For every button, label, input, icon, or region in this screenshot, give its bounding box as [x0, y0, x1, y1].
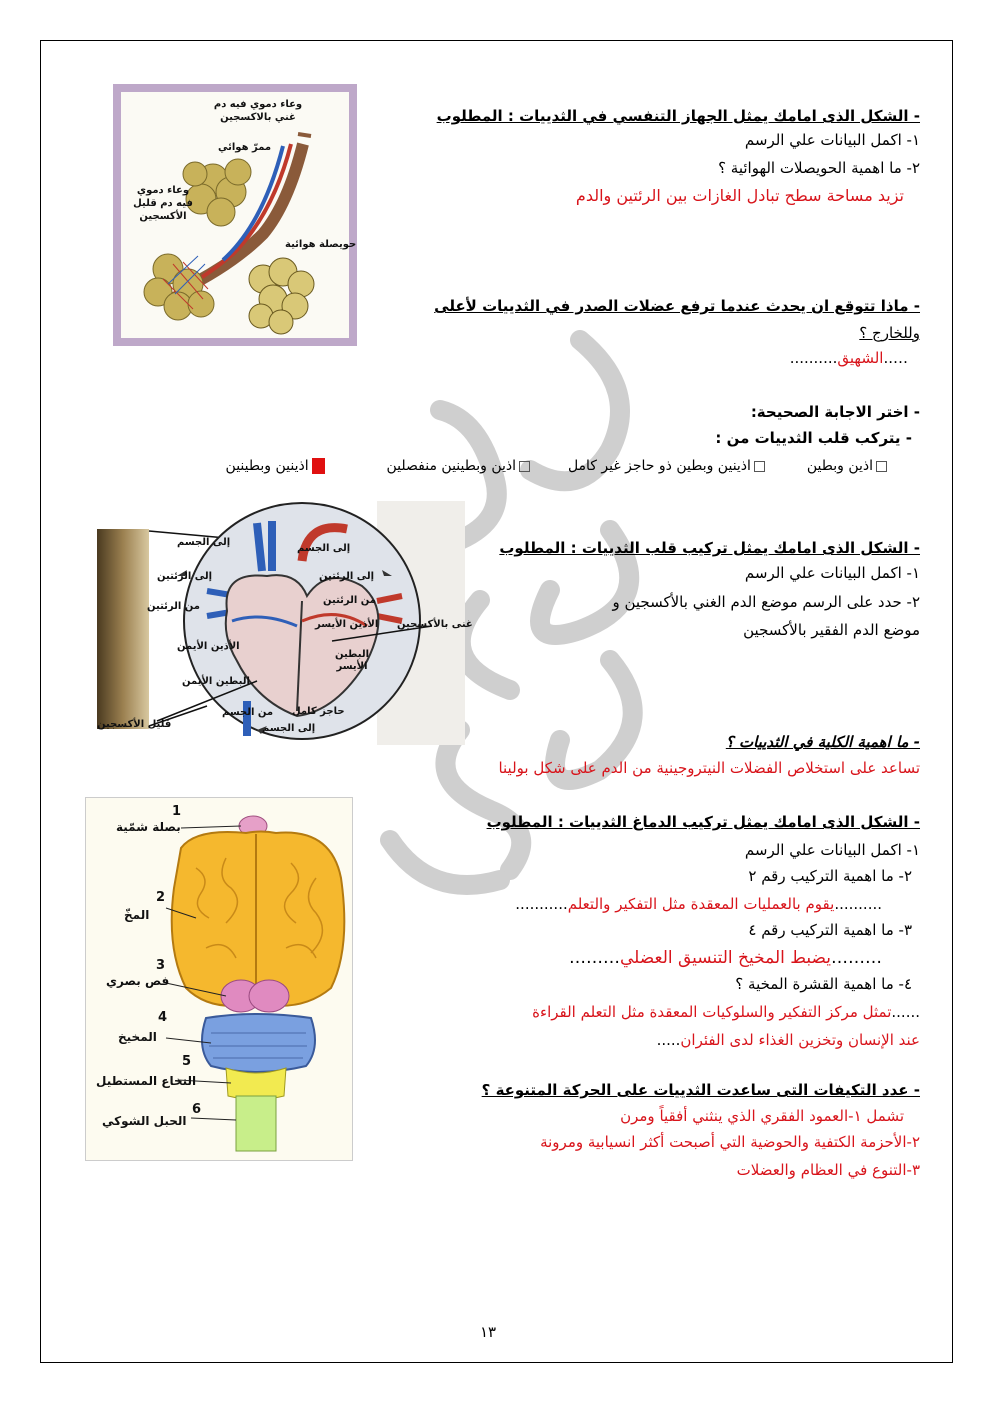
brain-label-spinal-cord: الحبل الشوكي: [102, 1114, 187, 1128]
brain-number-4: 4: [158, 1010, 168, 1025]
q6-answer3-dots-after: ………: [568, 948, 620, 968]
q6-answer3: يضبط المخيخ التنسيق العضلي: [619, 948, 831, 968]
q6-item1: ١- اكمل البيانات علي الرسم: [744, 841, 920, 859]
q3-title: - اختر الاجابة الصحيحة:: [750, 403, 920, 421]
q1-item2: ٢- ما اهمية الحويصلات الهوائية ؟: [718, 159, 920, 177]
brain-number-2: 2: [156, 890, 166, 905]
q4-item2-line2: موضع الدم الفقير بالأكسجين: [743, 621, 920, 639]
heart-label-rich-oxygen: غنى بالأكسجين: [397, 619, 473, 630]
q1-answer: تزيد مساحة سطح تبادل الغازات بين الرئتين والدم: [575, 186, 904, 205]
q6-answer4-line1-text: تمثل مركز التفكير والسلوكيات المعقدة مثل التعلم القراءة: [532, 1003, 892, 1021]
q6-answer4-line2-text: عند الإنسان وتخزين الغذاء لدى الفئران: [680, 1031, 920, 1049]
q5-answer: تساعد على استخلاص الفضلات النيتروجينية من الدم على شكل بولينا: [498, 759, 920, 777]
q3-option-3[interactable]: اذين وبطينين منفصلين: [387, 458, 534, 474]
brain-number-3: 3: [156, 958, 166, 973]
q4-title: - الشكل الذى امامك يمثل تركيب قلب الثدييات : المطلوب: [499, 539, 920, 557]
brain-figure: [85, 797, 353, 1161]
brain-label-cerebrum: المخّ: [124, 908, 150, 922]
q2-dots-before: …..: [883, 349, 908, 367]
label-airway: ممرّ هوائي: [218, 142, 272, 153]
heart-label-from-lungs-right: من الرئتين: [323, 595, 376, 606]
q6-answer2-line: [515, 894, 882, 914]
q7-question: - عدد التكيفات التى ساعدت الثدييات على الحركة المتنوعة ؟: [481, 1081, 920, 1099]
brain-label-cerebellum: المخيخ: [118, 1030, 157, 1044]
label-vessel-oxygen: وعاء دموي فيه دم غني بالاكسجين: [213, 99, 303, 123]
heart-label-to-lungs-right: إلى الرئتين: [319, 571, 375, 582]
heart-label-to-body-top2: إلى الجسم: [297, 543, 351, 554]
brain-label-optic-lobe: فص بصري: [106, 974, 170, 988]
q6-item3: ٣- ما اهمية التركيب رقم ٤: [748, 921, 912, 939]
brain-number-6: 6: [192, 1102, 202, 1117]
checkbox-selected-icon[interactable]: [312, 458, 325, 474]
brain-label-olfactory-bulb: بصلة شمّية: [116, 820, 181, 834]
q3-option-2[interactable]: اذينين وبطين ذو حاجز غير كامل: [568, 458, 768, 474]
heart-figure: [97, 501, 473, 745]
q1-item1: ١- اكمل البيانات علي الرسم: [744, 131, 920, 149]
checkbox-icon[interactable]: [876, 461, 887, 472]
q3-option-1[interactable]: اذين وبطين: [807, 458, 890, 474]
q6-item2: ٢- ما اهمية التركيب رقم ٢: [748, 867, 912, 885]
q2-question-line2: وللخارج ؟: [859, 324, 920, 342]
q6-answer4-dots-after: .....: [656, 1031, 681, 1049]
page-number: ١٣: [480, 1323, 497, 1341]
heart-label-left-atrium: الأذين الأيسر: [315, 619, 379, 630]
q2-answer-line: [790, 348, 908, 368]
q6-answer2: يقوم بالعمليات المعقدة مثل التفكير والتعلم: [567, 895, 835, 913]
lung-figure: [113, 84, 357, 346]
q7-answer3: ٣-التنوع في العظام والعضلات: [736, 1161, 920, 1179]
heart-label-to-body-bottom: إلى الجسم: [262, 723, 316, 734]
q6-answer4-line1: [532, 1002, 920, 1022]
q6-answer3-dots-before: ………: [831, 948, 882, 968]
heart-label-to-lungs-left: إلى الرئتين: [157, 571, 213, 582]
label-vessel-low-oxygen: وعاء دموي فيه دم قليل الأكسجين: [133, 185, 193, 222]
q6-item4: ٤- ما اهمية القشرة المخية ؟: [735, 975, 912, 993]
q2-answer: الشهيق: [837, 349, 884, 367]
q1-title: - الشكل الذى امامك يمثل الجهاز التنفسي في الثدييات : المطلوب: [436, 107, 920, 125]
q2-question-text: - ماذا تتوقع ان يحدث عندما ترفع عضلات الصدر في الثدييات لأعلى: [434, 297, 920, 315]
q2-dots-after: ..........: [789, 349, 838, 367]
heart-label-left-ventricle: البطين الأيسر: [334, 649, 370, 672]
q3-option-4[interactable]: اذينين وبطينين: [226, 458, 328, 474]
heart-label-right-ventricle: البطين الأيمن: [182, 676, 250, 687]
heart-label-from-lungs-left: من الرئتين: [147, 601, 200, 612]
label-alveolus: حويصلة هوائية: [285, 239, 357, 250]
brain-number-1: 1: [172, 804, 182, 819]
q2-question-line1: [434, 296, 920, 316]
heart-label-low-oxygen: قليل الأكسجين: [97, 719, 172, 730]
checkbox-icon[interactable]: [754, 461, 765, 472]
q6-answer4-dots: ......: [891, 1003, 920, 1021]
heart-label-right-atrium: الأذين الأيمن: [177, 641, 240, 652]
heart-label-septum: حاجز كامل: [292, 706, 345, 717]
q6-answer4-line2: [657, 1030, 920, 1050]
q3-options: [226, 456, 890, 476]
heart-label-to-body-top: إلى الجسم: [177, 537, 231, 548]
q7-answer1: تشمل ١-العمود الفقري الذي ينثني أفقياً ومرن: [620, 1107, 904, 1125]
heart-label-from-body: من الجسم: [222, 707, 274, 718]
q5-question: - ما اهمية الكلية في الثدييات ؟: [725, 733, 920, 751]
q6-answer3-line: [569, 948, 882, 968]
checkbox-icon[interactable]: [519, 461, 530, 472]
brain-number-5: 5: [182, 1054, 192, 1069]
q4-item1: ١- اكمل البيانات علي الرسم: [744, 564, 920, 582]
q7-answer2: ٢-الأحزمة الكتفية والحوضية التي أصبحت أكثر انسيابية ومرونة: [540, 1133, 920, 1151]
q3-stem: - يتركب قلب الثدييات من :: [715, 429, 912, 447]
q6-answer2-dots-before: ..........: [834, 895, 882, 913]
q4-item2-line1: ٢- حدد على الرسم موضع الدم الغني بالأكسجين و: [612, 593, 920, 611]
brain-label-medulla: النخاع المستطيل: [96, 1074, 197, 1088]
q6-answer2-dots-after: ...........: [515, 895, 568, 913]
q6-title: - الشكل الذى امامك يمثل تركيب الدماغ الثدييات : المطلوب: [486, 813, 920, 831]
